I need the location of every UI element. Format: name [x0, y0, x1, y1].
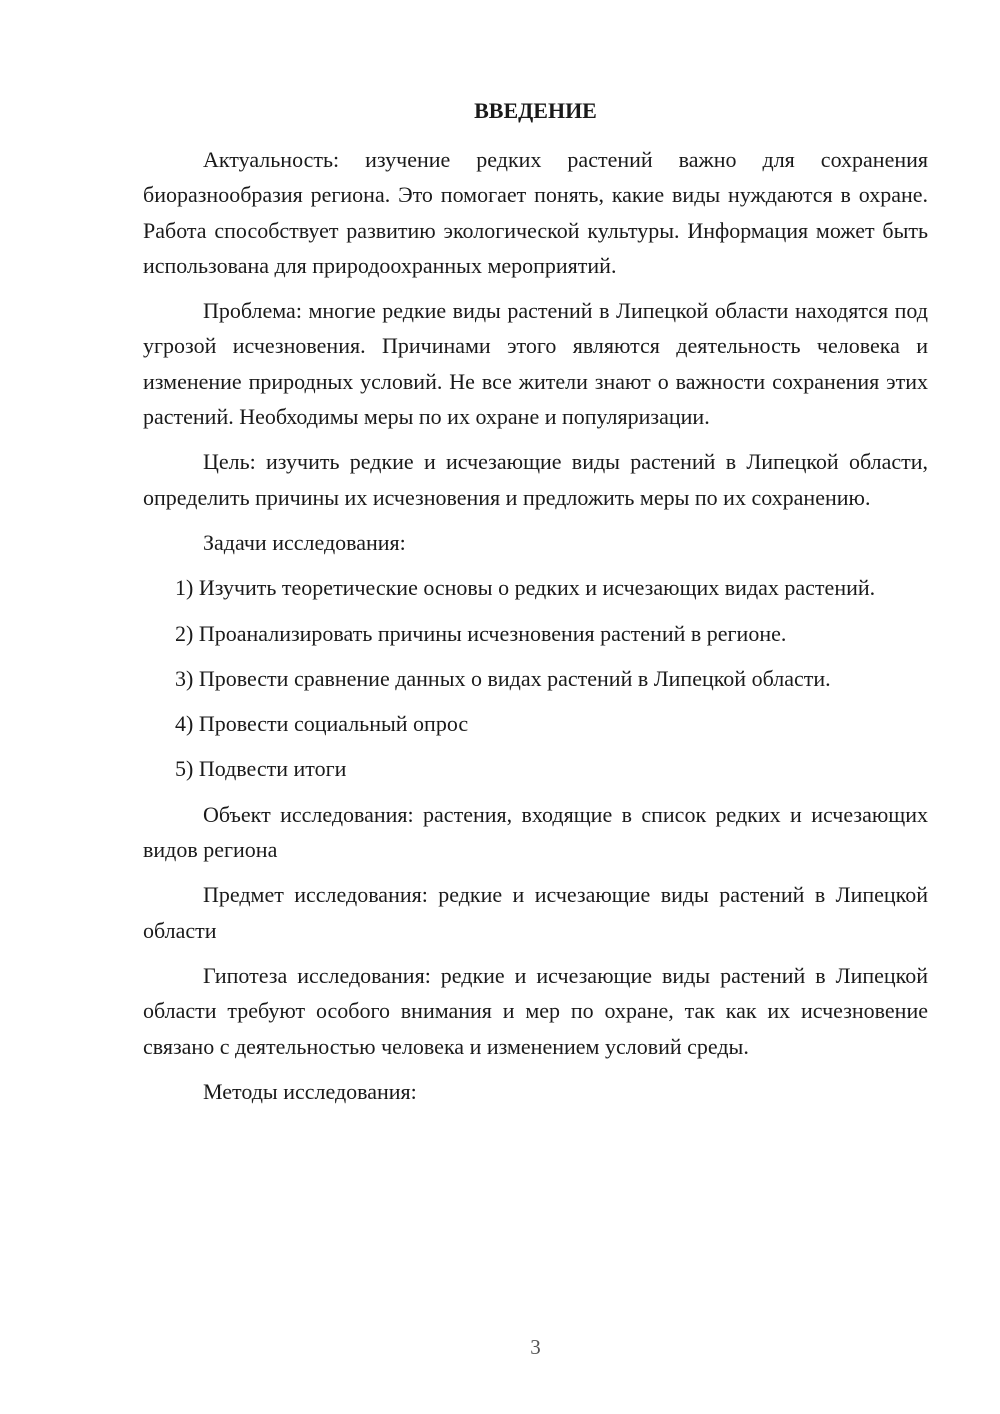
task-item-2: 2) Проанализировать причины исчезновения растений в регионе.	[175, 620, 787, 646]
paragraph-methods: Методы исследования:	[203, 1078, 417, 1104]
paragraph-problem: Проблема: многие редкие виды растений в Липецкой области находятся под угрозой исчезновения. Причинами этого являются деятельность человека и изменение природных условий. Не все жители знают о важности сохранения этих растений. Необходимы меры по их охране и популяризации.	[143, 298, 928, 430]
paragraph-goal: Цель: изучить редкие и исчезающие виды растений в Липецкой области, определить причины их исчезновения и предложить меры по их сохранению.	[143, 449, 928, 510]
page-number: 3	[530, 1335, 541, 1359]
document-page	[143, 0, 928, 1414]
paragraph-hypothesis: Гипотеза исследования: редкие и исчезающие виды растений в Липецкой области требуют особого внимания и мер по охране, так как их исчезновение связано с деятельностью человека и изменением условий среды.	[143, 962, 928, 1059]
paragraph-object: Объект исследования: растения, входящие в список редких и исчезающих видов региона	[143, 801, 928, 863]
section-heading: ВВЕДЕНИЕ	[474, 98, 597, 123]
task-item-3: 3) Провести сравнение данных о видах растений в Липецкой области.	[175, 665, 831, 691]
document-body	[143, 142, 928, 1119]
paragraph-tasks-title: Задачи исследования:	[203, 529, 406, 555]
paragraph-subject: Предмет исследования: редкие и исчезающие виды растений в Липецкой области	[143, 882, 928, 943]
task-item-4: 4) Провести социальный опрос	[175, 711, 469, 737]
paragraph-relevance: Актуальность: изучение редких растений важно для сохранения биоразнообразия региона. Это помогает понять, какие виды нуждаются в охране. Работа способствует развитию экологической культуры. Информация может быть использована для природоохранных мероприятий.	[143, 147, 928, 278]
task-item-1: 1) Изучить теоретические основы о редких и исчезающих видах растений.	[175, 575, 876, 601]
task-item-5: 5) Подвести итоги	[175, 756, 347, 782]
